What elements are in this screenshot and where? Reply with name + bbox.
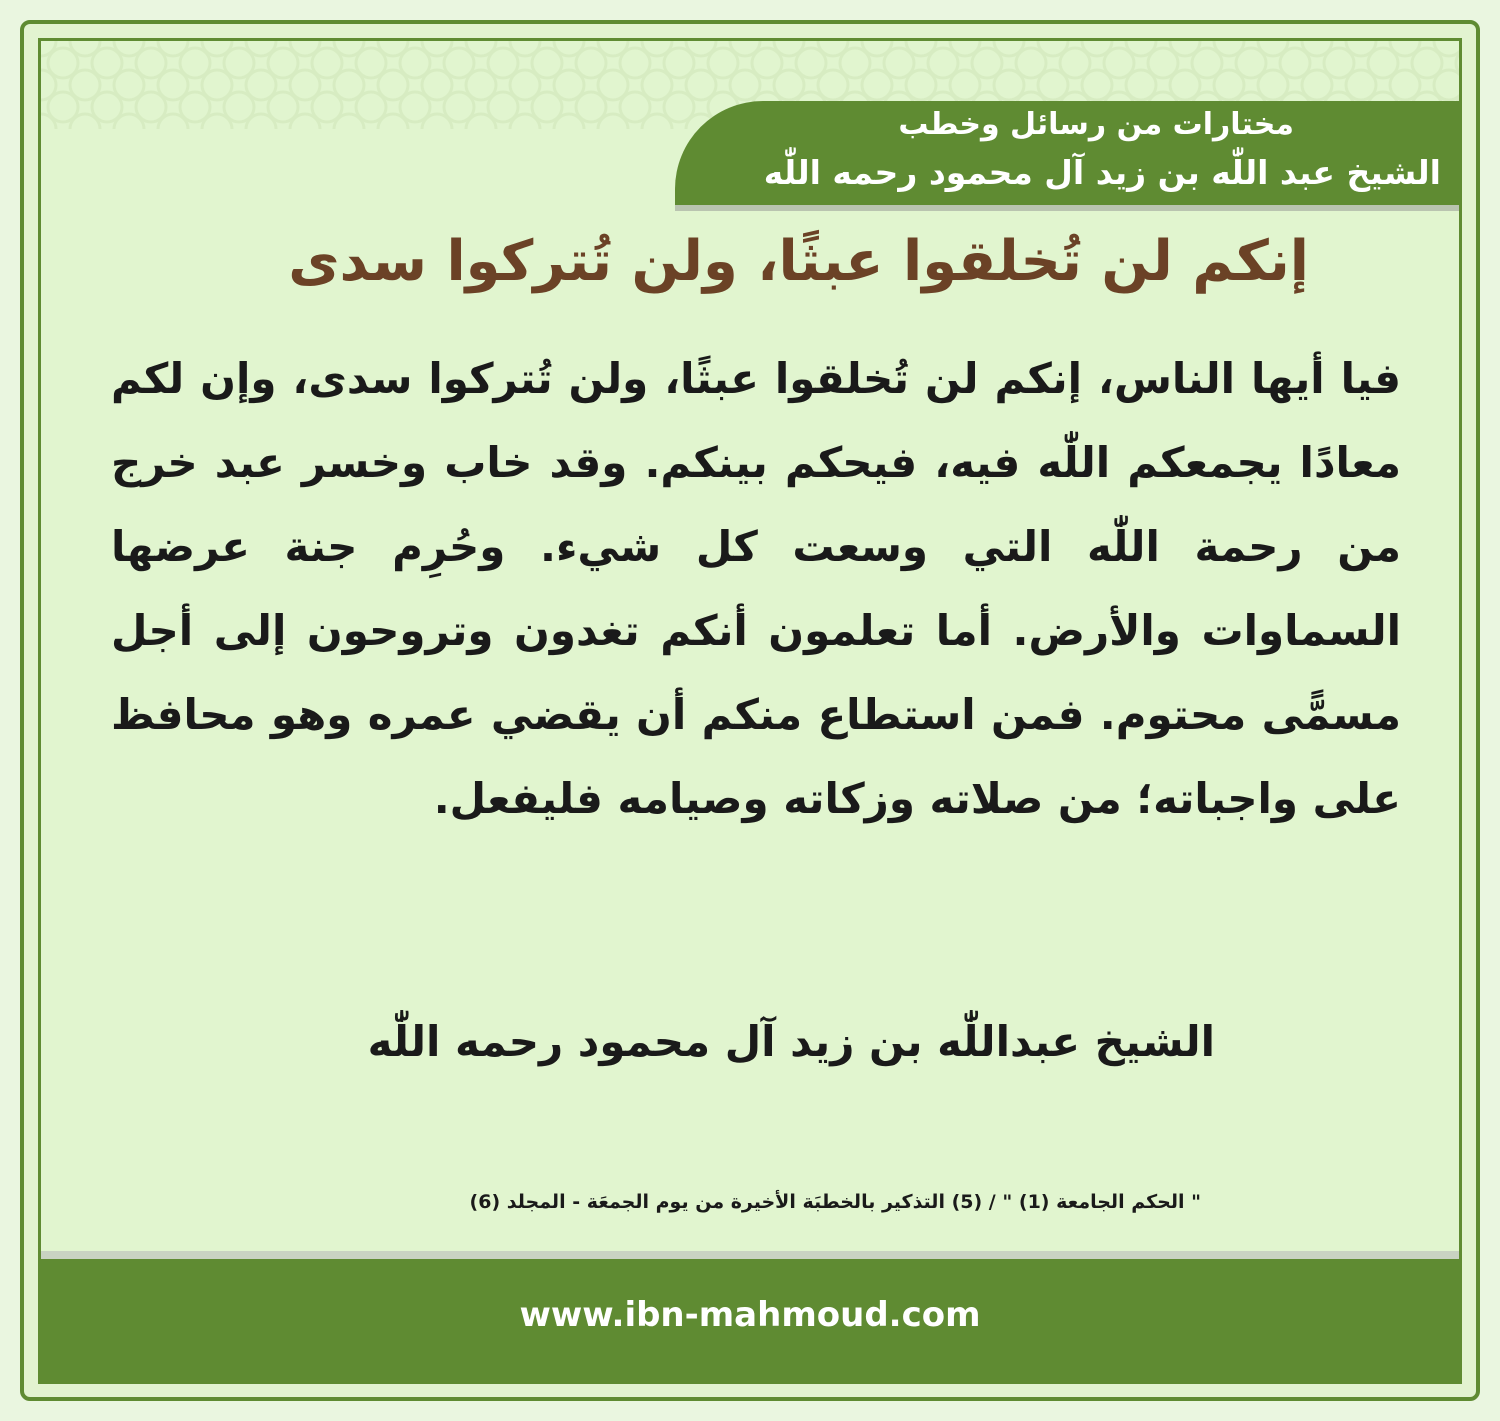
header-author-name: الشيخ عبد اللّٰه بن زيد آل محمود رحمه اللّٰه — [763, 153, 1441, 192]
website-link[interactable]: www.ibn-mahmoud.com — [519, 1295, 981, 1335]
quote-body: فيا أيها الناس، إنكم لن تُخلقوا عبثًا، ولن تُتركوا سدى، وإن لكم معادًا يجمعكم اللّٰه فيه، فيحكم بينكم. وقد خاب وخسر عبد خرج من رحمة اللّٰه التي وسعت كل شيء. وحُرِم جنة عرضها السماوات والأرض. أما تعلمون أنكم تغدون وتروحون إلى أجل مسمًّى محتوم. فمن استطاع منكم أن يقضي عمره وهو محافظ على واجباته؛ من صلاته وزكاته وصيامه فليفعل. — [111, 354, 1401, 823]
card — [38, 38, 1462, 1384]
footer-divider — [41, 1251, 1459, 1259]
source-citation: " الحكم الجامعة (1) " / (5) التذكير بالخطبَة الأخيرة من يوم الجمعَة - المجلد (6) — [469, 1191, 1201, 1213]
footer-bar — [41, 1259, 1459, 1381]
quote-title: إنكم لن تُخلقوا عبثًا، ولن تُتركوا سدى — [288, 229, 1309, 294]
author-signature: الشيخ عبداللّٰه بن زيد آل محمود رحمه اللّٰه — [367, 1017, 1215, 1066]
header-series-title: مختارات من رسائل وخطب — [898, 107, 1294, 142]
header-banner — [675, 101, 1459, 205]
